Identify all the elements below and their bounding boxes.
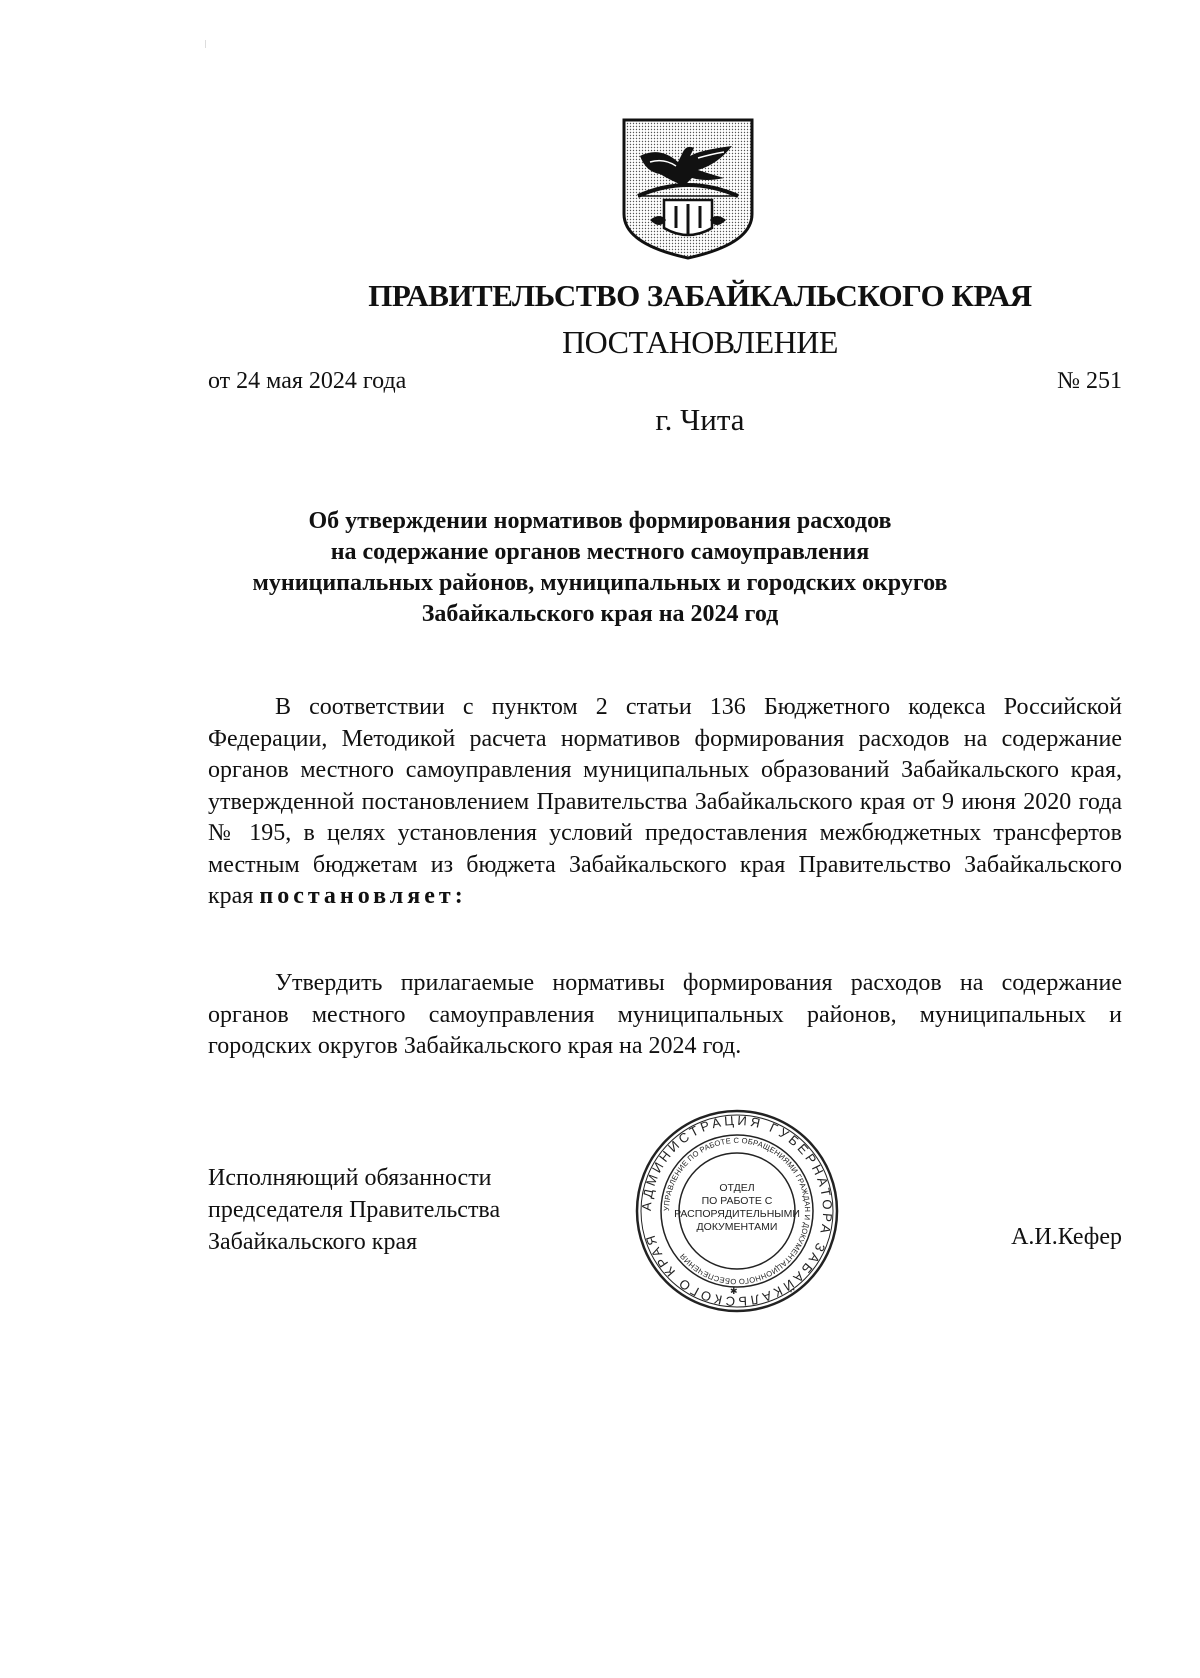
title-line: Об утверждении нормативов формирования расходов — [308, 508, 892, 534]
stamp-center-line: ПО РАБОТЕ С — [701, 1195, 773, 1207]
signatory-position-line: Забайкальского края — [208, 1229, 418, 1255]
signatory-position-line: председателя Правительства — [208, 1197, 501, 1223]
stamp-outer-ring-text: АДМИНИСТРАЦИЯ ГУБЕРНАТОРА ЗАБАЙКАЛЬСКОГО КРАЯ — [638, 1112, 836, 1310]
document-type: ПОСТАНОВЛЕНИЕ — [562, 324, 838, 360]
government-name: ПРАВИТЕЛЬСТВО ЗАБАЙКАЛЬСКОГО КРАЯ — [368, 278, 1032, 313]
stamp-inner-ring-text: УПРАВЛЕНИЕ ПО РАБОТЕ С ОБРАЩЕНИЯМИ ГРАЖДАН И ДОКУМЕНТАЦИОННОГО ОБЕСПЕЧЕНИЯ — [661, 1135, 813, 1287]
preamble-text: В соответствии с пунктом 2 статьи 136 Бюджетного кодекса Российской Федерации, Методикой расчета нормативов формирования расходов на содержание органов местного самоуправления муниципальных образований Забайкальского края, утвержденной постановлением Правительства Забайкальского края от 9 июня 2020 года № 195, в целях установления условий предоставления межбюджетных трансфертов местным бюджетам из бюджета Забайкальского края Правительство Забайкальского края — [208, 694, 1122, 909]
stamp-star-icon: ✱ — [730, 1287, 738, 1297]
stamp-center-line: ДОКУМЕНТАМИ — [696, 1221, 778, 1233]
title-line: на содержание органов местного самоуправления — [330, 539, 870, 565]
body-paragraph-resolution: Утвердить прилагаемые нормативы формирования расходов на содержание органов местного самоуправления муниципальных районов, муниципальных и городских округов Забайкальского края на 2024 год. — [208, 970, 1122, 1059]
body-paragraph-preamble — [208, 692, 1122, 913]
document-number: № 251 — [1057, 368, 1122, 394]
coat-of-arms-emblem — [620, 116, 756, 262]
signatory-name: А.И.Кефер — [1011, 1224, 1122, 1250]
document-city: г. Чита — [655, 402, 745, 437]
signatory-position — [208, 1162, 500, 1258]
document-title — [200, 506, 1000, 630]
title-line: муниципальных районов, муниципальных и городских округов — [252, 570, 948, 596]
stamp-center-text — [670, 1182, 804, 1234]
stamp-center-line: РАСПОРЯДИТЕЛЬНЫМИ — [674, 1208, 800, 1220]
signatory-position-line: Исполняющий обязанности — [208, 1165, 492, 1191]
document-date: от 24 мая 2024 года — [208, 368, 407, 394]
stamp-center-line: ОТДЕЛ — [719, 1182, 755, 1194]
title-line: Забайкальского края на 2024 год — [421, 601, 779, 627]
scan-artifact — [205, 40, 206, 48]
resolves-keyword: постановляет: — [259, 883, 467, 909]
